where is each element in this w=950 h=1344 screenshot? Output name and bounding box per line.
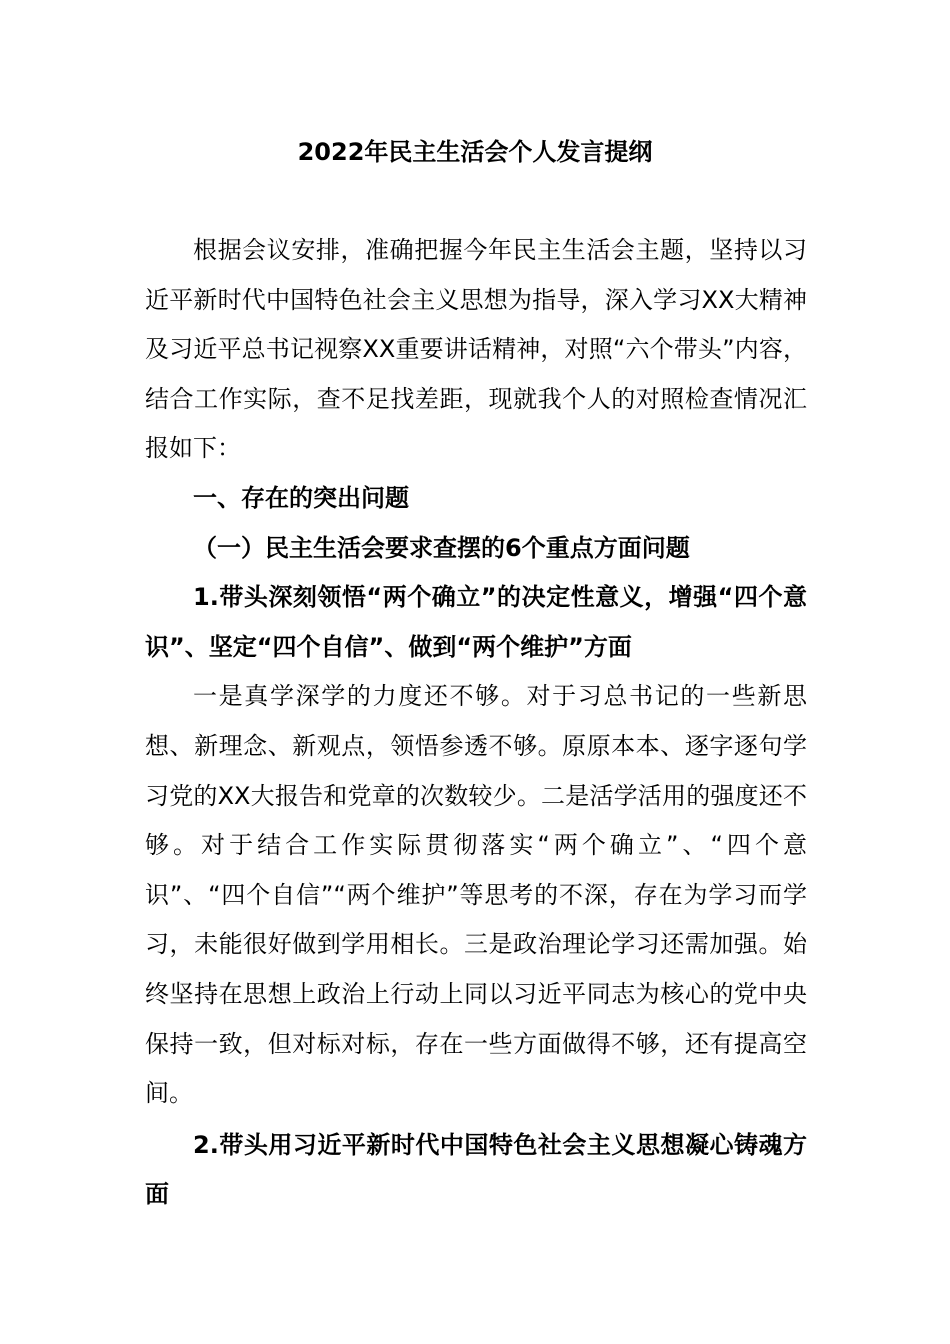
- item-body-1: 一是真学深学的力度还不够。对于习总书记的一些新思想、新理念、新观点，领悟参透不够。原原本本、逐字逐句学习党的XX大报告和党章的次数较少。二是活学活用的强度还不够。对于结合工作实际贯彻落实“两个确立”、“四个意识”、“四个自信”“两个维护”等思考的不深，存在为学习而学习，未能很好做到学用相长。三是政治理论学习还需加强。始终坚持在思想上政治上行动上同以习近平同志为核心的党中央保持一致，但对标对标，存在一些方面做得不够，还有提高空间。: [145, 682, 807, 1108]
- item-heading-2: 2.带头用习近平新时代中国特色社会主义思想凝心铸魂方面: [145, 1130, 807, 1209]
- section-heading-1: 一、存在的突出问题: [193, 483, 409, 512]
- subsection-heading-1: （一）民主生活会要求查摆的6个重点方面问题: [193, 533, 690, 562]
- document-title: 2022年民主生活会个人发言提纲: [297, 138, 653, 166]
- intro-paragraph: 根据会议安排，准确把握今年民主生活会主题，坚持以习近平新时代中国特色社会主义思想为指导，深入学习XX大精神及习近平总书记视察XX重要讲话精神，对照“六个带头”内容，结合工作实际，查不足找差距，现就我个人的对照检查情况汇报如下：: [145, 236, 807, 463]
- item-heading-1: 1.带头深刻领悟“两个确立”的决定性意义，增强“四个意识”、坚定“四个自信”、做到“两个维护”方面: [145, 583, 807, 661]
- document-body: [145, 226, 807, 1220]
